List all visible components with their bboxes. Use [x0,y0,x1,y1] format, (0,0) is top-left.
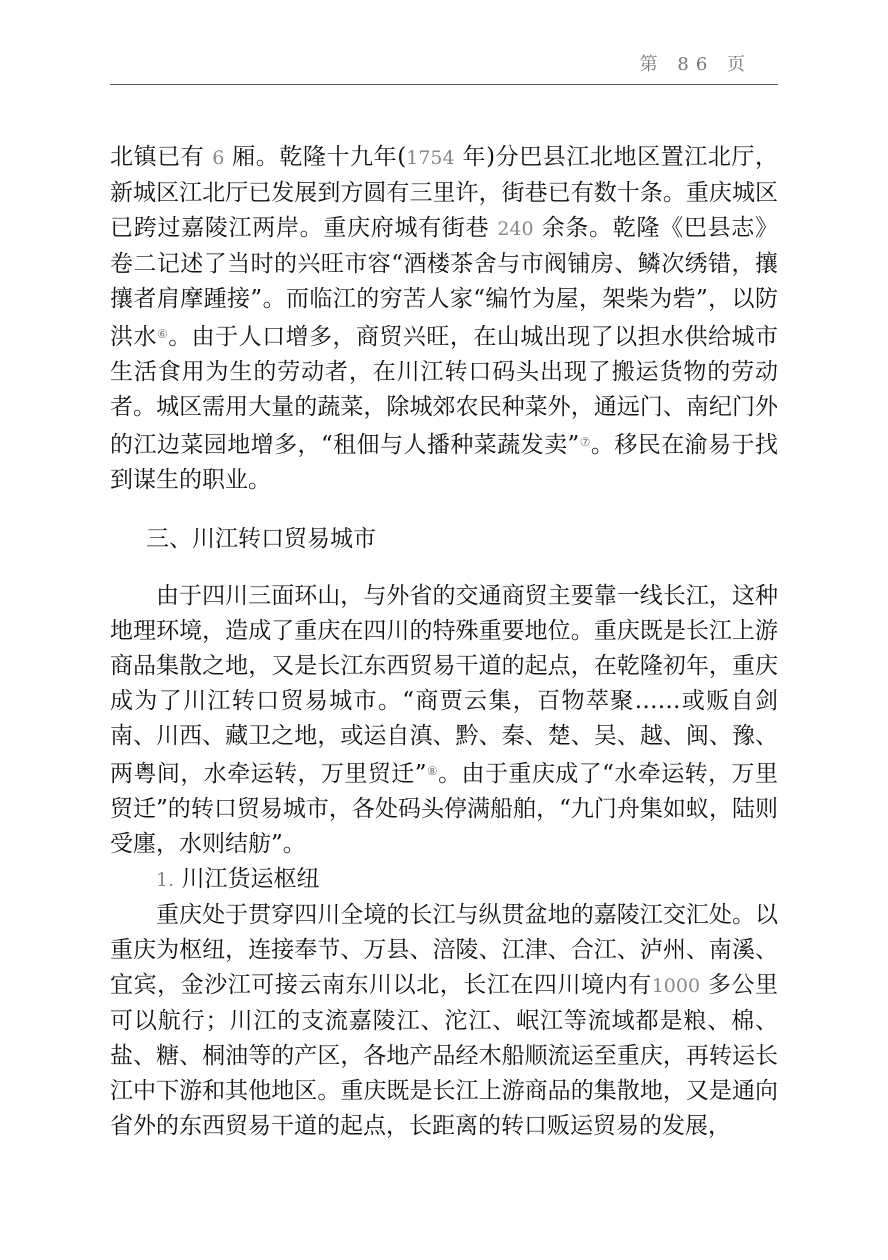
section-heading: 三、川江转口贸易城市 [146,526,376,552]
text-run: 。由于重庆成了“水牵运转，万里贸迁”的转口贸易城市，各处码头停满船舶，“九门舟集如蚁，陆则受廛，水则结舫”。 [110,761,778,857]
number-run: 240 [497,218,534,240]
footnote-marker: ⑦ [579,435,591,449]
number-run: 6 [212,147,225,169]
number-run: 1754 [406,147,455,169]
text-run: 。移民在渝易于找到谋生的职业。 [110,432,778,493]
paragraph-freight-hub [110,898,778,1144]
text-run: 北镇已有 [110,144,213,170]
paragraph-jiangbei-growth [110,140,778,498]
page-header [110,0,778,85]
text-run: 由于四川三面环山，与外省的交通商贸主要靠一线长江，这种地理环境，造成了重庆在四川的特殊重要地位。重庆既是长江上游商品集散之地，又是长江东西贸易干道的起点，在乾隆初年，重庆成为了川江转口贸易城市。“商贾云集，百物萃聚……或贩自剑南、川西、藏卫之地，或运自滇、黔、秦、楚、吴、越、闽、豫、两粤间，水牵运转，万里贸迁” [110,583,778,787]
footnote-marker: ⑧ [426,764,439,778]
footnote-marker: ⑥ [156,327,169,341]
subsection-title: 川江货运枢纽 [181,866,320,892]
number-run: 1000 [651,975,701,997]
subsection-number: 1. [156,869,175,891]
text-run: 多公里可以航行；川江的支流嘉陵江、沱江、岷江等流域都是粮、棉、盐、糖、桐油等的产区，各地产品经木船顺流运至重庆，再转运长江中下游和其他地区。重庆既是长江上游商品的集散地，又是通向省外的东西贸易干道的起点，长距离的转口贩运贸易的发展， [110,972,779,1139]
subsection-heading [110,862,778,898]
page-number: 第 86 页 [639,54,752,75]
page-body [110,140,778,1144]
paragraph-transit-trade-city [110,579,778,862]
text-run: 重庆处于贯穿四川全境的长江与纵贯盆地的嘉陵江交汇处。以重庆为枢纽，连接奉节、万县、涪陵、江津、合江、泸州、南溪、宜宾，金沙江可接云南东川以北，长江在四川境内有 [110,902,778,998]
text-run: 厢。乾隆十九年( [224,144,407,170]
text-run: 余条。乾隆《巴县志》卷二记述了当时的兴旺市容“酒楼茶舍与市阀铺房、鳞次绣错，攘攘者肩摩踵接”。而临江的穷苦人家“编竹为屋，架柴为砦”，以防洪水 [110,215,778,350]
text-run: 年)分巴县江北地区置江北厅，新城区江北厅已发展到方圆有三里许，街巷已有数十条。重庆城区已跨过嘉陵江两岸。重庆府城有街巷 [110,144,778,241]
text-run: 。由于人口增多，商贸兴旺，在山城出现了以担水供给城市生活食用为生的劳动者，在川江转口码头出现了搬运货物的劳动者。城区需用大量的蔬菜，除城郊农民种菜外，通远门、南纪门外的江边菜园地增多，“租佃与人播种菜蔬发卖” [110,324,779,458]
